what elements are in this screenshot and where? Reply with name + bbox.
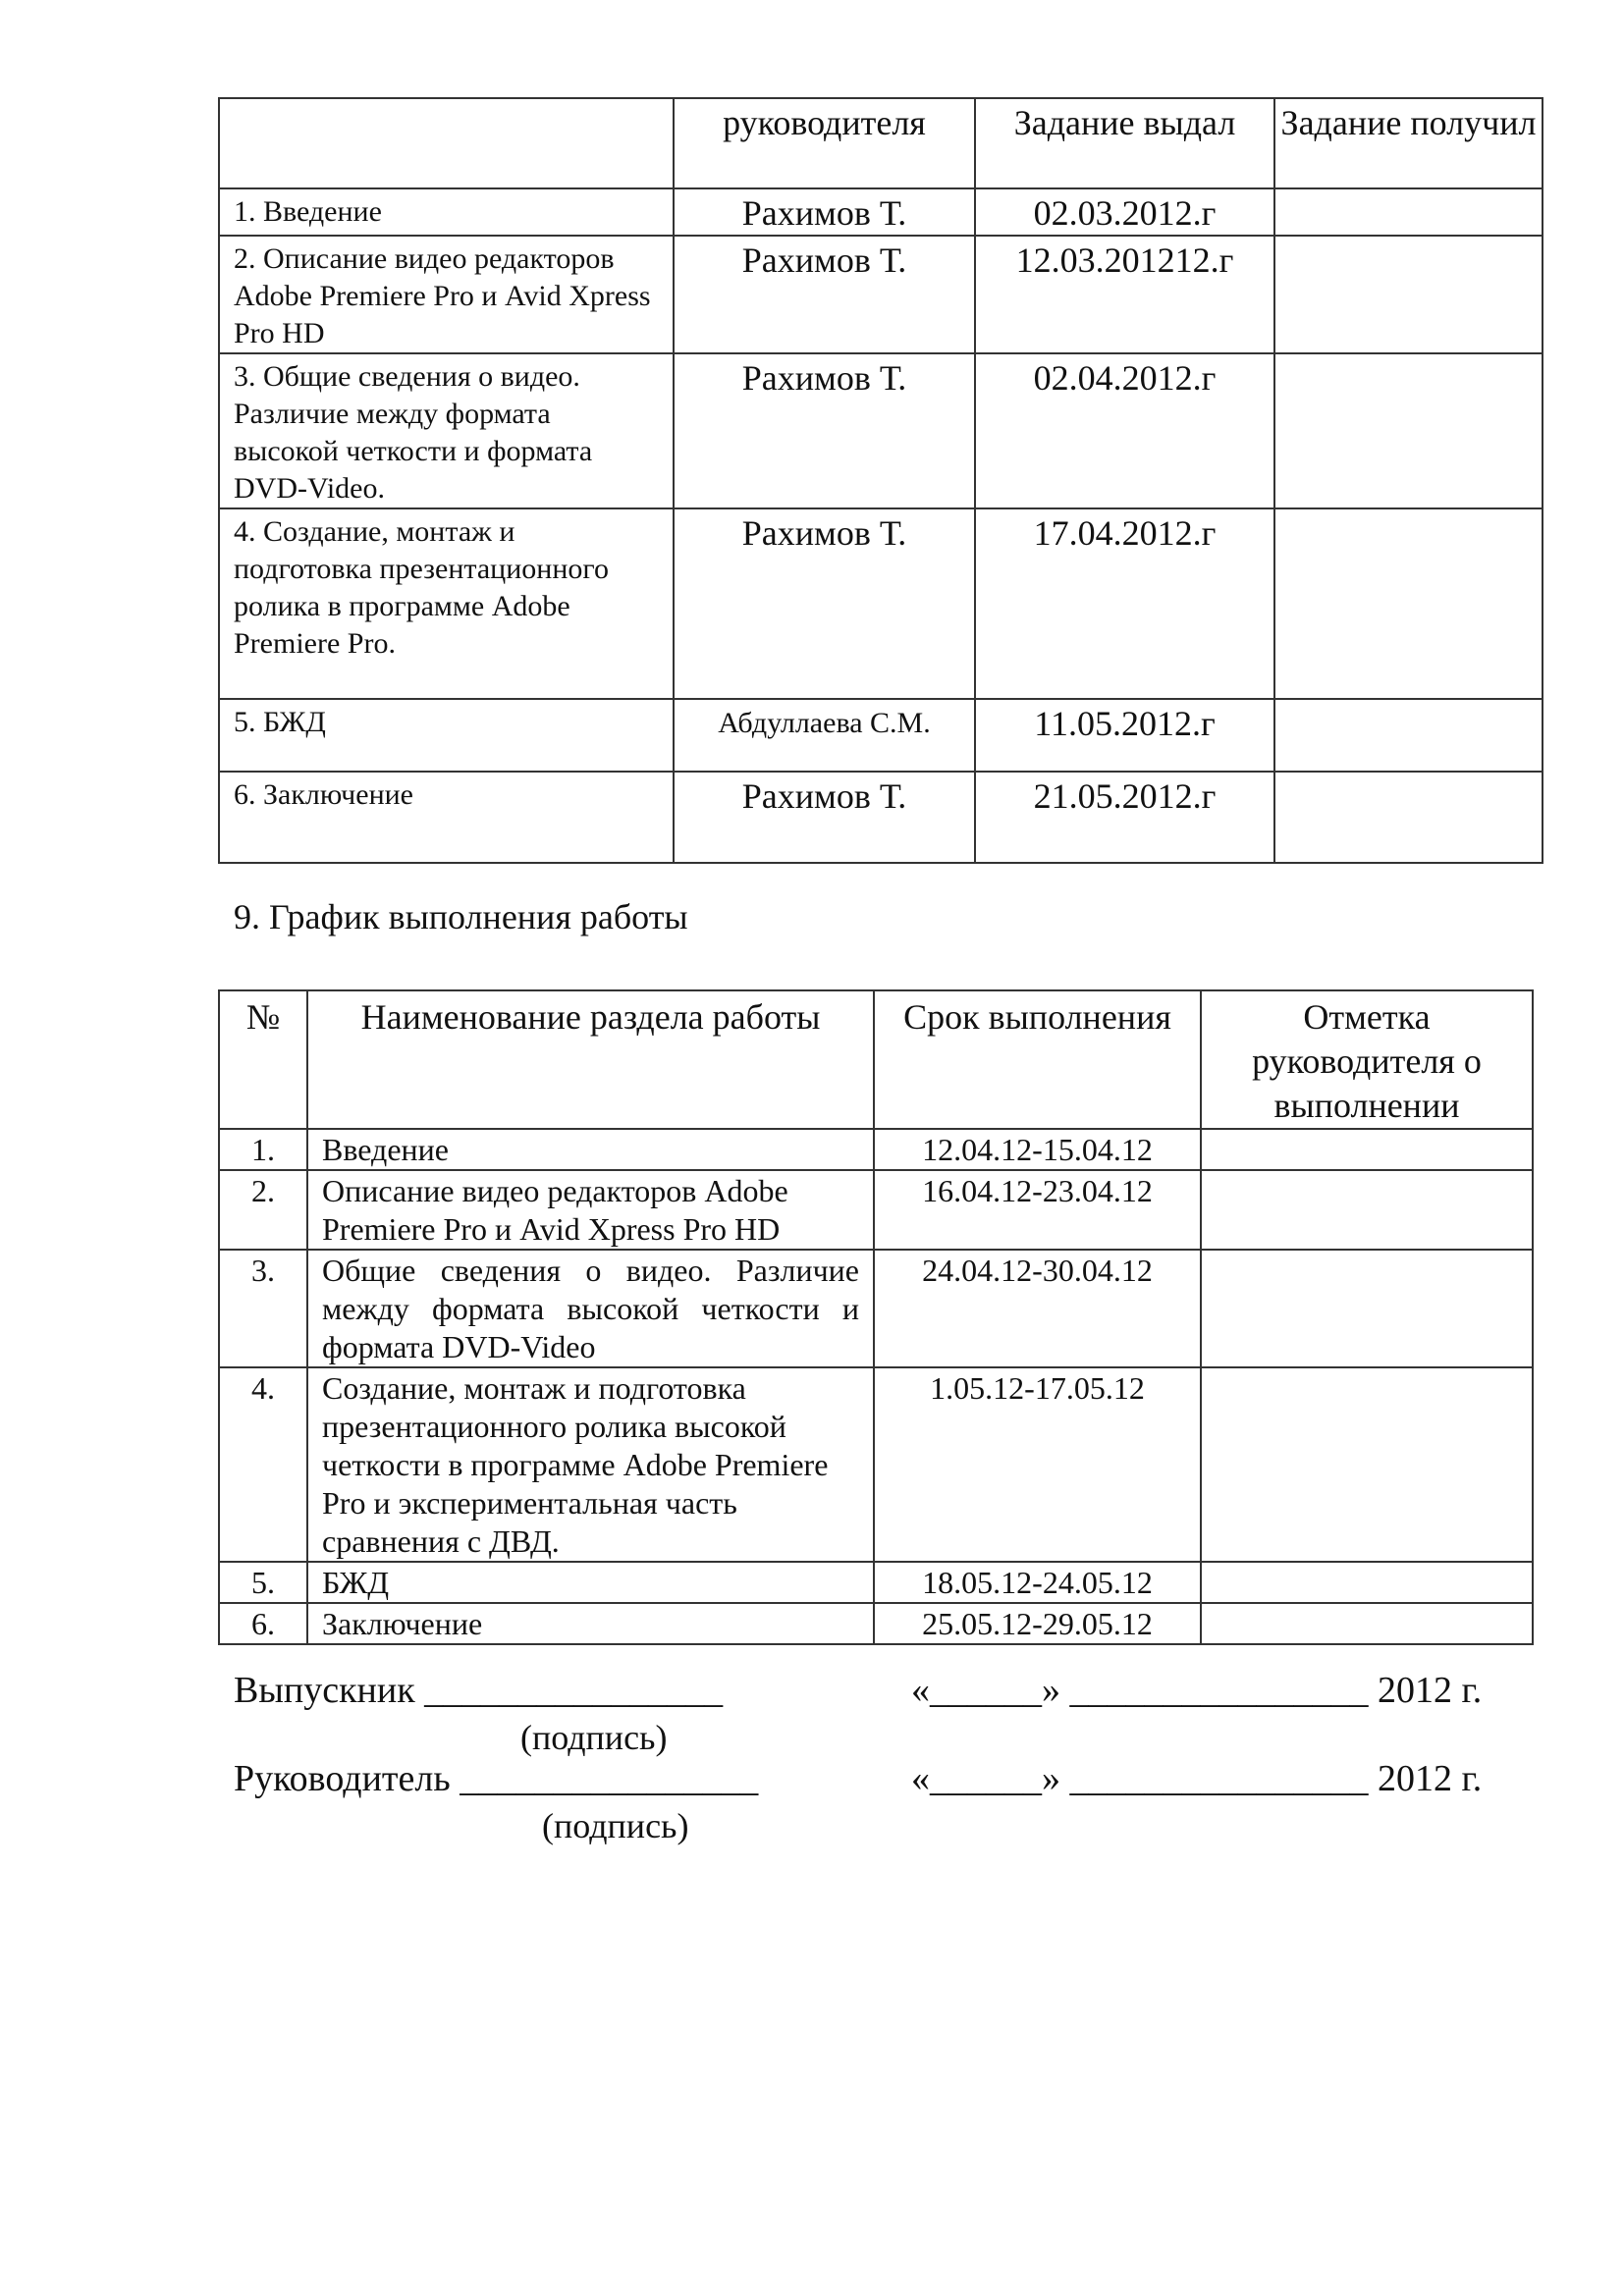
number-cell: 1. bbox=[219, 1129, 307, 1170]
date-cell: 12.03.201212.г bbox=[975, 236, 1274, 353]
date-cell: 02.03.2012.г bbox=[975, 188, 1274, 236]
name-cell: БЖД bbox=[307, 1562, 874, 1603]
schedule-table bbox=[218, 989, 1534, 1645]
supervisor-signature-line: Руководитель ________________ bbox=[234, 1758, 759, 1799]
term-cell: 25.05.12-29.05.12 bbox=[874, 1603, 1201, 1644]
supervisor-cell: Рахимов Т. bbox=[674, 508, 975, 699]
received-cell bbox=[1274, 236, 1543, 353]
assignment-table bbox=[218, 97, 1543, 864]
table-row bbox=[219, 1250, 1533, 1367]
supervisor-sign-caption: (подпись) bbox=[542, 1806, 689, 1845]
number-cell: 3. bbox=[219, 1250, 307, 1367]
name-cell: Общие сведения о видео. Различие между формата высокой четкости и формата DVD-Video bbox=[307, 1250, 874, 1367]
table-header-row bbox=[219, 990, 1533, 1129]
mark-cell bbox=[1201, 1170, 1533, 1250]
schedule-title: 9. График выполнения работы bbox=[234, 897, 688, 936]
date-cell: 02.04.2012.г bbox=[975, 353, 1274, 508]
header-cell-term: Срок выполнения bbox=[874, 990, 1201, 1129]
table-row bbox=[219, 188, 1543, 236]
mark-cell bbox=[1201, 1250, 1533, 1367]
supervisor-cell: Рахимов Т. bbox=[674, 236, 975, 353]
supervisor-cell: Рахимов Т. bbox=[674, 188, 975, 236]
received-cell bbox=[1274, 188, 1543, 236]
header-cell bbox=[219, 98, 674, 188]
graduate-signature-line: Выпускник ________________ bbox=[234, 1670, 724, 1711]
received-cell bbox=[1274, 772, 1543, 863]
name-cell: Заключение bbox=[307, 1603, 874, 1644]
term-cell: 24.04.12-30.04.12 bbox=[874, 1250, 1201, 1367]
header-cell-received: Задание получил bbox=[1274, 98, 1543, 188]
date-cell: 21.05.2012.г bbox=[975, 772, 1274, 863]
name-cell: Описание видео редакторов Adobe Premiere Pro и Avid Xpress Pro HD bbox=[307, 1170, 874, 1250]
header-cell-supervisor: руководителя bbox=[674, 98, 975, 188]
mark-cell bbox=[1201, 1129, 1533, 1170]
section-cell: 4. Создание, монтаж и подготовка презентационного ролика в программе Adobe Premiere Pro. bbox=[219, 508, 674, 699]
table-row bbox=[219, 1603, 1533, 1644]
table-row bbox=[219, 772, 1543, 863]
supervisor-cell: Рахимов Т. bbox=[674, 772, 975, 863]
date-cell: 11.05.2012.г bbox=[975, 699, 1274, 772]
supervisor-cell: Рахимов Т. bbox=[674, 353, 975, 508]
table-header-row bbox=[219, 98, 1543, 188]
number-cell: 4. bbox=[219, 1367, 307, 1562]
date-cell: 17.04.2012.г bbox=[975, 508, 1274, 699]
number-cell: 6. bbox=[219, 1603, 307, 1644]
term-cell: 16.04.12-23.04.12 bbox=[874, 1170, 1201, 1250]
supervisor-date-line: «______» ________________ 2012 г. bbox=[911, 1758, 1483, 1799]
term-cell: 12.04.12-15.04.12 bbox=[874, 1129, 1201, 1170]
supervisor-cell: Абдуллаева С.М. bbox=[674, 699, 975, 772]
number-cell: 5. bbox=[219, 1562, 307, 1603]
table-row bbox=[219, 1562, 1533, 1603]
section-cell: 6. Заключение bbox=[219, 772, 674, 863]
term-cell: 18.05.12-24.05.12 bbox=[874, 1562, 1201, 1603]
header-cell-issued: Задание выдал bbox=[975, 98, 1274, 188]
header-cell-mark: Отметка руководителя о выполнении bbox=[1201, 990, 1533, 1129]
table-row bbox=[219, 1129, 1533, 1170]
received-cell bbox=[1274, 353, 1543, 508]
graduate-sign-caption: (подпись) bbox=[520, 1718, 668, 1757]
section-cell: 3. Общие сведения о видео. Различие между формата высокой четкости и формата DVD-Video. bbox=[219, 353, 674, 508]
name-cell: Введение bbox=[307, 1129, 874, 1170]
table-row bbox=[219, 353, 1543, 508]
section-cell: 5. БЖД bbox=[219, 699, 674, 772]
number-cell: 2. bbox=[219, 1170, 307, 1250]
name-cell: Создание, монтаж и подготовка презентационного ролика высокой четкости в программе Adobe Premiere Pro и экспериментальная часть сравнения с ДВД. bbox=[307, 1367, 874, 1562]
received-cell bbox=[1274, 699, 1543, 772]
table-row bbox=[219, 699, 1543, 772]
table-row bbox=[219, 508, 1543, 699]
header-cell-name: Наименование раздела работы bbox=[307, 990, 874, 1129]
section-cell: 2. Описание видео редакторов Adobe Premiere Pro и Avid Xpress Pro HD bbox=[219, 236, 674, 353]
table-row bbox=[219, 1367, 1533, 1562]
section-cell: 1. Введение bbox=[219, 188, 674, 236]
term-cell: 1.05.12-17.05.12 bbox=[874, 1367, 1201, 1562]
table-row bbox=[219, 236, 1543, 353]
table-row bbox=[219, 1170, 1533, 1250]
mark-cell bbox=[1201, 1562, 1533, 1603]
graduate-date-line: «______» ________________ 2012 г. bbox=[911, 1670, 1483, 1711]
mark-cell bbox=[1201, 1603, 1533, 1644]
mark-cell bbox=[1201, 1367, 1533, 1562]
header-cell-number: № bbox=[219, 990, 307, 1129]
received-cell bbox=[1274, 508, 1543, 699]
